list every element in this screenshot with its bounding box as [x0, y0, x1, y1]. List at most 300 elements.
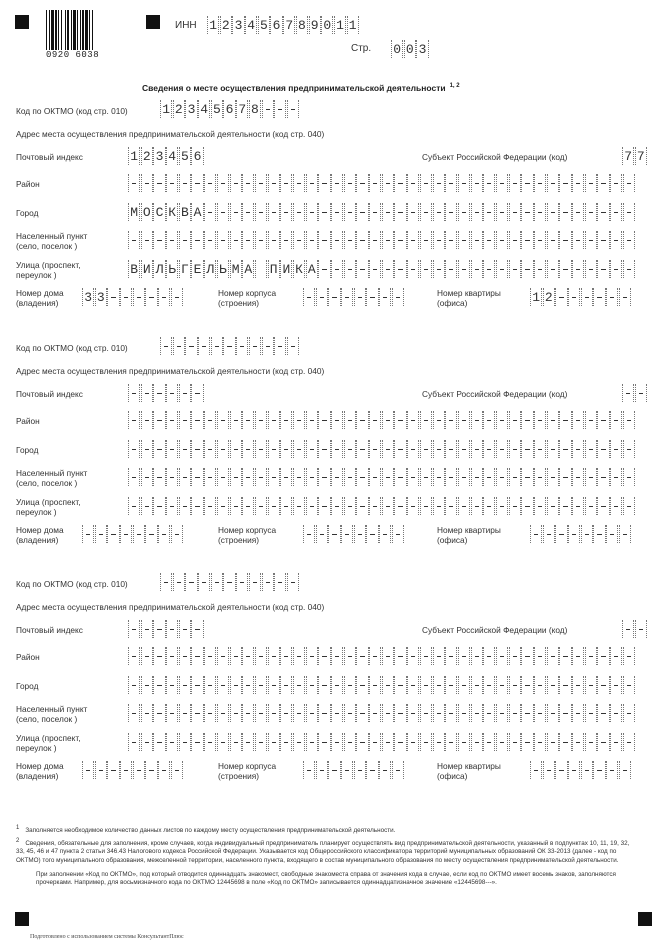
char-cell[interactable]: В: [128, 260, 140, 278]
char-cell[interactable]: [509, 647, 521, 665]
char-cell[interactable]: [445, 704, 457, 722]
char-cell[interactable]: К: [166, 203, 178, 221]
char-cell[interactable]: [597, 497, 609, 515]
char-cell[interactable]: [547, 203, 559, 221]
char-cell[interactable]: [458, 174, 470, 192]
char-cell[interactable]: 3: [82, 288, 94, 306]
char-cell[interactable]: [623, 704, 635, 722]
char-cell[interactable]: [585, 203, 597, 221]
region-cells-2[interactable]: [622, 384, 647, 402]
char-cell[interactable]: [623, 497, 635, 515]
char-cell[interactable]: 1: [334, 16, 346, 34]
char-cell[interactable]: [356, 647, 368, 665]
char-cell[interactable]: [483, 231, 495, 249]
char-cell[interactable]: [407, 260, 419, 278]
char-cell[interactable]: [572, 676, 584, 694]
char-cell[interactable]: [191, 733, 203, 751]
char-cell[interactable]: [128, 468, 140, 486]
char-cell[interactable]: [153, 231, 165, 249]
char-cell[interactable]: [341, 288, 353, 306]
char-cell[interactable]: [534, 676, 546, 694]
char-cell[interactable]: [318, 231, 330, 249]
char-cell[interactable]: [407, 203, 419, 221]
char-cell[interactable]: [141, 174, 153, 192]
char-cell[interactable]: [547, 647, 559, 665]
char-cell[interactable]: Ь: [217, 260, 229, 278]
char-cell[interactable]: [120, 288, 132, 306]
char-cell[interactable]: [433, 174, 445, 192]
char-cell[interactable]: [274, 100, 286, 118]
house-cells-2[interactable]: [82, 525, 184, 543]
char-cell[interactable]: [211, 337, 223, 355]
char-cell[interactable]: [185, 337, 197, 355]
char-cell[interactable]: [445, 497, 457, 515]
char-cell[interactable]: [318, 704, 330, 722]
char-cell[interactable]: [559, 260, 571, 278]
char-cell[interactable]: [153, 411, 165, 429]
char-cell[interactable]: [555, 288, 567, 306]
char-cell[interactable]: [420, 411, 432, 429]
char-cell[interactable]: [420, 440, 432, 458]
char-cell[interactable]: [191, 676, 203, 694]
char-cell[interactable]: [268, 174, 280, 192]
char-cell[interactable]: [293, 647, 305, 665]
char-cell[interactable]: [133, 525, 145, 543]
char-cell[interactable]: [581, 761, 593, 779]
char-cell[interactable]: [623, 174, 635, 192]
char-cell[interactable]: [420, 231, 432, 249]
char-cell[interactable]: [433, 231, 445, 249]
char-cell[interactable]: [268, 468, 280, 486]
char-cell[interactable]: [354, 761, 366, 779]
char-cell[interactable]: [230, 676, 242, 694]
char-cell[interactable]: [236, 337, 248, 355]
char-cell[interactable]: [458, 468, 470, 486]
char-cell[interactable]: [379, 288, 391, 306]
char-cell[interactable]: [568, 761, 580, 779]
char-cell[interactable]: [433, 497, 445, 515]
char-cell[interactable]: [496, 440, 508, 458]
char-cell[interactable]: [82, 761, 94, 779]
char-cell[interactable]: [128, 704, 140, 722]
char-cell[interactable]: [242, 411, 254, 429]
char-cell[interactable]: [610, 440, 622, 458]
char-cell[interactable]: 7: [635, 147, 647, 165]
char-cell[interactable]: [521, 203, 533, 221]
char-cell[interactable]: [331, 733, 343, 751]
char-cell[interactable]: [369, 497, 381, 515]
char-cell[interactable]: [433, 260, 445, 278]
char-cell[interactable]: [166, 411, 178, 429]
char-cell[interactable]: [585, 497, 597, 515]
char-cell[interactable]: [521, 260, 533, 278]
char-cell[interactable]: [204, 497, 216, 515]
char-cell[interactable]: [344, 704, 356, 722]
char-cell[interactable]: [559, 497, 571, 515]
char-cell[interactable]: [280, 411, 292, 429]
char-cell[interactable]: [217, 704, 229, 722]
char-cell[interactable]: [166, 440, 178, 458]
char-cell[interactable]: [141, 497, 153, 515]
char-cell[interactable]: [153, 497, 165, 515]
char-cell[interactable]: [356, 174, 368, 192]
district-cells-2[interactable]: [128, 411, 636, 429]
char-cell[interactable]: [369, 411, 381, 429]
char-cell[interactable]: [217, 676, 229, 694]
char-cell[interactable]: [496, 468, 508, 486]
char-cell[interactable]: [509, 260, 521, 278]
char-cell[interactable]: [356, 704, 368, 722]
char-cell[interactable]: [344, 260, 356, 278]
char-cell[interactable]: [458, 260, 470, 278]
char-cell[interactable]: [568, 525, 580, 543]
char-cell[interactable]: [306, 411, 318, 429]
char-cell[interactable]: [331, 440, 343, 458]
char-cell[interactable]: [581, 525, 593, 543]
char-cell[interactable]: [318, 497, 330, 515]
char-cell[interactable]: А: [306, 260, 318, 278]
char-cell[interactable]: [268, 497, 280, 515]
char-cell[interactable]: [369, 676, 381, 694]
char-cell[interactable]: [217, 468, 229, 486]
char-cell[interactable]: [445, 174, 457, 192]
char-cell[interactable]: [597, 704, 609, 722]
city-cells-3[interactable]: [128, 676, 636, 694]
char-cell[interactable]: [382, 231, 394, 249]
region-cells-3[interactable]: [622, 620, 647, 638]
char-cell[interactable]: 8: [296, 16, 308, 34]
char-cell[interactable]: [392, 525, 404, 543]
char-cell[interactable]: [356, 231, 368, 249]
settlement-cells-1[interactable]: [128, 231, 636, 249]
char-cell[interactable]: [483, 440, 495, 458]
char-cell[interactable]: [166, 384, 178, 402]
inn-cells[interactable]: [207, 16, 359, 34]
char-cell[interactable]: [382, 260, 394, 278]
char-cell[interactable]: [268, 203, 280, 221]
char-cell[interactable]: [471, 676, 483, 694]
char-cell[interactable]: [293, 440, 305, 458]
char-cell[interactable]: [318, 260, 330, 278]
char-cell[interactable]: [331, 704, 343, 722]
oktmo-cells-2[interactable]: [160, 337, 300, 355]
char-cell[interactable]: [509, 440, 521, 458]
char-cell[interactable]: [141, 647, 153, 665]
char-cell[interactable]: [158, 288, 170, 306]
char-cell[interactable]: [559, 440, 571, 458]
char-cell[interactable]: [128, 676, 140, 694]
char-cell[interactable]: [623, 647, 635, 665]
char-cell[interactable]: [303, 525, 315, 543]
char-cell[interactable]: Г: [179, 260, 191, 278]
char-cell[interactable]: [242, 647, 254, 665]
char-cell[interactable]: [555, 761, 567, 779]
char-cell[interactable]: [623, 676, 635, 694]
char-cell[interactable]: [318, 440, 330, 458]
char-cell[interactable]: [547, 411, 559, 429]
char-cell[interactable]: [166, 174, 178, 192]
char-cell[interactable]: [211, 573, 223, 591]
char-cell[interactable]: [420, 497, 432, 515]
char-cell[interactable]: [204, 704, 216, 722]
char-cell[interactable]: [392, 288, 404, 306]
postal-cells-3[interactable]: [128, 620, 204, 638]
char-cell[interactable]: А: [191, 203, 203, 221]
char-cell[interactable]: [509, 411, 521, 429]
char-cell[interactable]: [445, 203, 457, 221]
char-cell[interactable]: [530, 761, 542, 779]
char-cell[interactable]: 6: [223, 100, 235, 118]
char-cell[interactable]: [95, 525, 107, 543]
char-cell[interactable]: [471, 733, 483, 751]
char-cell[interactable]: [509, 704, 521, 722]
char-cell[interactable]: [458, 704, 470, 722]
char-cell[interactable]: [572, 468, 584, 486]
char-cell[interactable]: [585, 411, 597, 429]
char-cell[interactable]: [369, 647, 381, 665]
char-cell[interactable]: [153, 440, 165, 458]
char-cell[interactable]: [223, 573, 235, 591]
char-cell[interactable]: [420, 676, 432, 694]
char-cell[interactable]: [268, 411, 280, 429]
oktmo-cells-3[interactable]: [160, 573, 300, 591]
char-cell[interactable]: [179, 174, 191, 192]
char-cell[interactable]: [369, 231, 381, 249]
char-cell[interactable]: [572, 411, 584, 429]
char-cell[interactable]: [471, 440, 483, 458]
char-cell[interactable]: [547, 704, 559, 722]
char-cell[interactable]: 4: [166, 147, 178, 165]
char-cell[interactable]: [597, 647, 609, 665]
char-cell[interactable]: [483, 411, 495, 429]
char-cell[interactable]: 1: [207, 16, 219, 34]
char-cell[interactable]: [262, 573, 274, 591]
char-cell[interactable]: [230, 468, 242, 486]
char-cell[interactable]: [622, 384, 634, 402]
char-cell[interactable]: [268, 733, 280, 751]
char-cell[interactable]: [534, 411, 546, 429]
char-cell[interactable]: [153, 733, 165, 751]
char-cell[interactable]: [369, 440, 381, 458]
char-cell[interactable]: [610, 676, 622, 694]
char-cell[interactable]: [483, 203, 495, 221]
char-cell[interactable]: [420, 174, 432, 192]
char-cell[interactable]: [445, 676, 457, 694]
char-cell[interactable]: [166, 620, 178, 638]
char-cell[interactable]: [496, 203, 508, 221]
char-cell[interactable]: [597, 468, 609, 486]
char-cell[interactable]: [141, 384, 153, 402]
char-cell[interactable]: [458, 676, 470, 694]
char-cell[interactable]: [496, 676, 508, 694]
char-cell[interactable]: [623, 440, 635, 458]
char-cell[interactable]: [407, 647, 419, 665]
char-cell[interactable]: [445, 647, 457, 665]
char-cell[interactable]: [331, 468, 343, 486]
char-cell[interactable]: [597, 174, 609, 192]
char-cell[interactable]: [433, 733, 445, 751]
char-cell[interactable]: [547, 468, 559, 486]
char-cell[interactable]: [379, 761, 391, 779]
char-cell[interactable]: [204, 231, 216, 249]
char-cell[interactable]: [382, 704, 394, 722]
char-cell[interactable]: [407, 733, 419, 751]
char-cell[interactable]: [191, 497, 203, 515]
char-cell[interactable]: [585, 468, 597, 486]
char-cell[interactable]: [255, 647, 267, 665]
char-cell[interactable]: [534, 440, 546, 458]
char-cell[interactable]: [280, 647, 292, 665]
char-cell[interactable]: [597, 411, 609, 429]
char-cell[interactable]: [593, 525, 605, 543]
char-cell[interactable]: [572, 203, 584, 221]
char-cell[interactable]: [394, 468, 406, 486]
char-cell[interactable]: [483, 733, 495, 751]
char-cell[interactable]: [496, 174, 508, 192]
char-cell[interactable]: [585, 647, 597, 665]
char-cell[interactable]: [274, 573, 286, 591]
house-cells-3[interactable]: [82, 761, 184, 779]
char-cell[interactable]: [433, 468, 445, 486]
char-cell[interactable]: [559, 231, 571, 249]
building-cells-3[interactable]: [303, 761, 405, 779]
street-cells-1[interactable]: [128, 260, 636, 278]
char-cell[interactable]: [547, 497, 559, 515]
char-cell[interactable]: [606, 288, 618, 306]
char-cell[interactable]: [496, 231, 508, 249]
char-cell[interactable]: [166, 468, 178, 486]
char-cell[interactable]: [153, 468, 165, 486]
char-cell[interactable]: [344, 440, 356, 458]
char-cell[interactable]: [572, 260, 584, 278]
char-cell[interactable]: 9: [309, 16, 321, 34]
char-cell[interactable]: [306, 497, 318, 515]
char-cell[interactable]: А: [242, 260, 254, 278]
char-cell[interactable]: [331, 231, 343, 249]
char-cell[interactable]: 0: [391, 40, 403, 58]
char-cell[interactable]: [306, 704, 318, 722]
char-cell[interactable]: [217, 203, 229, 221]
char-cell[interactable]: [420, 647, 432, 665]
char-cell[interactable]: В: [179, 203, 191, 221]
char-cell[interactable]: [179, 676, 191, 694]
char-cell[interactable]: 2: [543, 288, 555, 306]
char-cell[interactable]: [534, 704, 546, 722]
char-cell[interactable]: [242, 231, 254, 249]
char-cell[interactable]: [496, 497, 508, 515]
char-cell[interactable]: [328, 288, 340, 306]
char-cell[interactable]: [379, 525, 391, 543]
char-cell[interactable]: [179, 411, 191, 429]
char-cell[interactable]: 1: [347, 16, 359, 34]
char-cell[interactable]: [471, 231, 483, 249]
char-cell[interactable]: [356, 260, 368, 278]
char-cell[interactable]: [242, 440, 254, 458]
char-cell[interactable]: 3: [185, 100, 197, 118]
char-cell[interactable]: [610, 647, 622, 665]
char-cell[interactable]: [179, 440, 191, 458]
char-cell[interactable]: [331, 676, 343, 694]
char-cell[interactable]: [223, 337, 235, 355]
char-cell[interactable]: [293, 203, 305, 221]
postal-cells-2[interactable]: [128, 384, 204, 402]
char-cell[interactable]: [458, 440, 470, 458]
char-cell[interactable]: [255, 174, 267, 192]
char-cell[interactable]: [534, 231, 546, 249]
char-cell[interactable]: [120, 525, 132, 543]
char-cell[interactable]: [204, 174, 216, 192]
char-cell[interactable]: [585, 231, 597, 249]
char-cell[interactable]: [366, 525, 378, 543]
char-cell[interactable]: [249, 337, 261, 355]
char-cell[interactable]: [610, 203, 622, 221]
char-cell[interactable]: [521, 497, 533, 515]
char-cell[interactable]: [623, 411, 635, 429]
char-cell[interactable]: [471, 203, 483, 221]
char-cell[interactable]: [597, 733, 609, 751]
char-cell[interactable]: 1: [128, 147, 140, 165]
char-cell[interactable]: [141, 733, 153, 751]
char-cell[interactable]: [483, 260, 495, 278]
char-cell[interactable]: [344, 676, 356, 694]
char-cell[interactable]: [382, 411, 394, 429]
char-cell[interactable]: [445, 733, 457, 751]
char-cell[interactable]: [585, 704, 597, 722]
char-cell[interactable]: 0: [404, 40, 416, 58]
char-cell[interactable]: 2: [220, 16, 232, 34]
char-cell[interactable]: [619, 525, 631, 543]
city-cells-1[interactable]: [128, 203, 636, 221]
char-cell[interactable]: [191, 440, 203, 458]
char-cell[interactable]: [394, 203, 406, 221]
char-cell[interactable]: [559, 411, 571, 429]
char-cell[interactable]: [585, 174, 597, 192]
char-cell[interactable]: [198, 337, 210, 355]
char-cell[interactable]: [280, 468, 292, 486]
char-cell[interactable]: [559, 704, 571, 722]
char-cell[interactable]: [160, 337, 172, 355]
char-cell[interactable]: [171, 288, 183, 306]
char-cell[interactable]: [242, 203, 254, 221]
char-cell[interactable]: 3: [95, 288, 107, 306]
char-cell[interactable]: П: [268, 260, 280, 278]
char-cell[interactable]: [534, 260, 546, 278]
char-cell[interactable]: [572, 497, 584, 515]
char-cell[interactable]: [128, 620, 140, 638]
street-cells-2[interactable]: [128, 497, 636, 515]
region-cells-1[interactable]: [622, 147, 647, 165]
char-cell[interactable]: [145, 761, 157, 779]
char-cell[interactable]: [341, 525, 353, 543]
char-cell[interactable]: [280, 676, 292, 694]
char-cell[interactable]: [483, 704, 495, 722]
char-cell[interactable]: [572, 231, 584, 249]
char-cell[interactable]: [509, 203, 521, 221]
char-cell[interactable]: [407, 231, 419, 249]
char-cell[interactable]: [255, 203, 267, 221]
char-cell[interactable]: [407, 704, 419, 722]
char-cell[interactable]: [369, 704, 381, 722]
char-cell[interactable]: [179, 384, 191, 402]
char-cell[interactable]: [306, 676, 318, 694]
char-cell[interactable]: [496, 704, 508, 722]
char-cell[interactable]: [141, 411, 153, 429]
char-cell[interactable]: [534, 468, 546, 486]
char-cell[interactable]: [471, 704, 483, 722]
char-cell[interactable]: [366, 288, 378, 306]
apartment-cells-3[interactable]: [530, 761, 632, 779]
char-cell[interactable]: [382, 440, 394, 458]
